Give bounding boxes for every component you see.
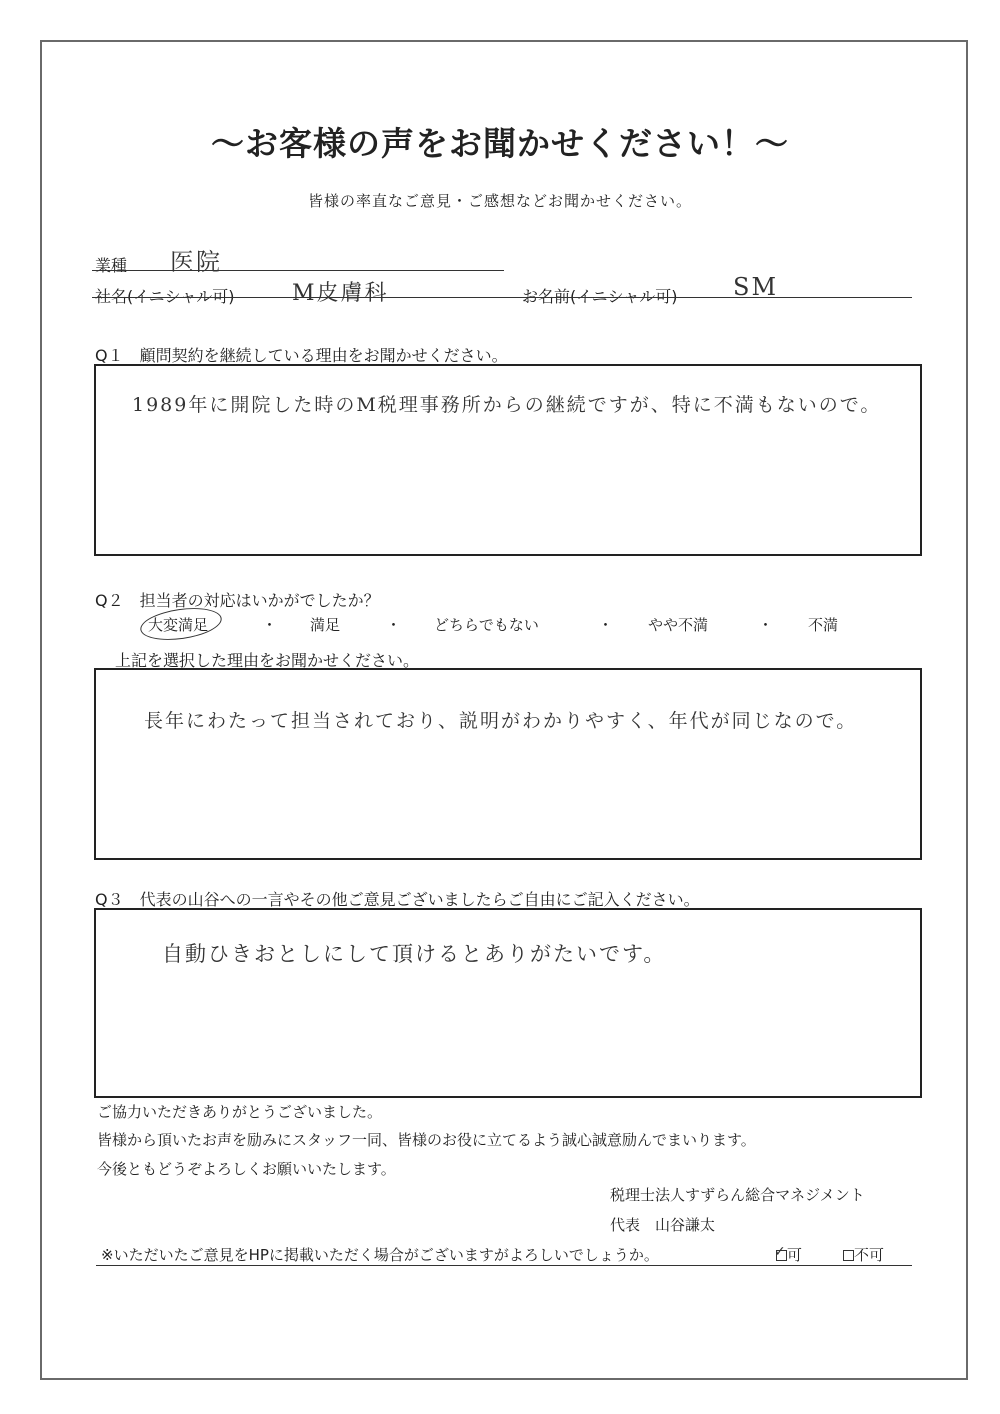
q3-answer: 自動ひきおとしにして頂けるとありがたいです。 xyxy=(162,942,667,966)
form-frame-bottom xyxy=(40,1378,968,1384)
q2-label: Q２ 担当者の対応はいかがでしたか？ xyxy=(95,591,380,610)
consent-option-yes[interactable] xyxy=(776,1244,802,1265)
industry-label: 業種 xyxy=(95,256,128,275)
page-subtitle: 皆様の率直なご意見・ご感想などお聞かせください。 xyxy=(307,192,692,210)
separator-dot: ・ xyxy=(598,616,614,634)
q2-option-somewhat-dissatisfied: やや不満 xyxy=(648,616,709,634)
q1-answer: 1989年に開院した時のM税理事務所からの継続ですが、特に不満もないので。 xyxy=(132,394,882,416)
consent-no-label: 不可 xyxy=(854,1246,885,1264)
q2-option-neutral: どちらでもない xyxy=(434,616,539,634)
q2-reason-label: 上記を選択した理由をお聞かせください。 xyxy=(115,651,420,670)
q3-answer-box xyxy=(94,908,922,1098)
consent-question: ※いただいたご意見をHPに掲載いただく場合がございますがよろしいでしょうか。 xyxy=(101,1246,659,1264)
industry-underline xyxy=(92,270,504,271)
industry-value: 医院 xyxy=(170,248,222,276)
checkbox-icon[interactable] xyxy=(843,1250,854,1261)
closing-line-2: 皆様から頂いたお声を励みにスタッフ一同、皆様のお役に立てるよう誠心誠意励んでまいります。 xyxy=(97,1131,756,1149)
q1-label: Q１ 顧問契約を継続している理由をお聞かせください。 xyxy=(95,346,508,365)
signature-company: 税理士法人すずらん総合マネジメント xyxy=(610,1186,865,1204)
separator-dot: ・ xyxy=(758,616,774,634)
check-mark-icon: ✓ xyxy=(774,1244,786,1260)
closing-line-1: ご協力いただきありがとうございました。 xyxy=(97,1103,383,1121)
consent-yes-label: 可 xyxy=(787,1246,803,1264)
name-label: お名前(イニシャル可) xyxy=(522,287,678,306)
q2-answer: 長年にわたって担当されており、説明がわかりやすく、年代が同じなので。 xyxy=(144,710,858,732)
company-name-underline xyxy=(92,297,912,298)
q2-option-very-satisfied: 大変満足 xyxy=(148,616,209,634)
q2-answer-box xyxy=(94,668,922,860)
q2-option-satisfied: 満足 xyxy=(310,616,341,634)
q1-answer-box xyxy=(94,364,922,556)
separator-dot: ・ xyxy=(386,616,402,634)
signature-representative: 代表 山谷謙太 xyxy=(610,1216,716,1234)
page-title: 〜お客様の声をお聞かせください！〜 xyxy=(211,124,789,163)
q3-label: Q３ 代表の山谷への一言やその他ご意見ございましたらご自由にご記入ください。 xyxy=(95,890,700,909)
company-label: 社名(イニシャル可) xyxy=(95,287,235,306)
checkbox-icon[interactable] xyxy=(774,1244,787,1261)
separator-dot: ・ xyxy=(262,616,278,634)
q2-option-dissatisfied: 不満 xyxy=(808,616,839,634)
company-value: M皮膚科 xyxy=(292,281,389,306)
consent-underline xyxy=(96,1265,912,1266)
closing-line-3: 今後ともどうぞよろしくお願いいたします。 xyxy=(97,1160,396,1178)
consent-option-no[interactable] xyxy=(843,1244,884,1265)
name-value: SM xyxy=(733,273,779,301)
